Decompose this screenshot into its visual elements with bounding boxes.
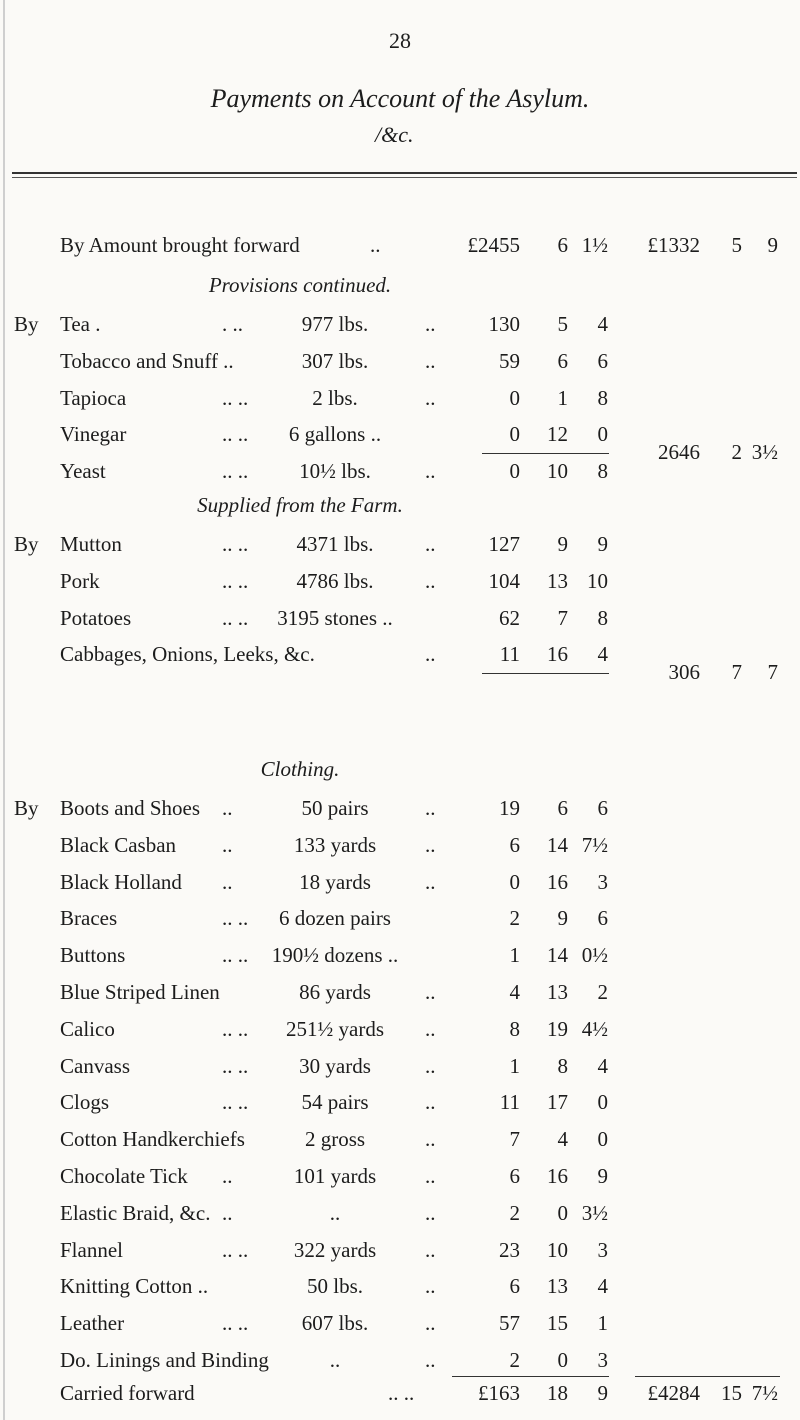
- row-leader-2: ..: [425, 349, 436, 373]
- row-pounds: 6: [509, 1274, 520, 1298]
- row-pence: 1: [597, 1311, 608, 1335]
- row-shillings: 15: [547, 1311, 568, 1335]
- row-shillings: 13: [547, 1274, 568, 1298]
- row-pounds: 104: [488, 569, 520, 593]
- row-leader-2: ..: [425, 386, 436, 410]
- row-quantity: 50 pairs: [301, 796, 369, 820]
- row-shillings: 9: [557, 906, 568, 930]
- row-pence: 3: [597, 1348, 608, 1372]
- row-leader: .. ..: [222, 386, 249, 410]
- row-quantity: 10½ lbs.: [299, 459, 371, 483]
- row-leader: .. ..: [222, 1017, 249, 1041]
- row-leader-2: ..: [425, 1201, 436, 1225]
- row-quantity: 50 lbs.: [306, 1274, 363, 1298]
- row-leader: . ..: [222, 312, 243, 336]
- running-total-shillings: 5: [731, 233, 742, 257]
- row-shillings: 0: [557, 1201, 568, 1225]
- row-leader: .. ..: [222, 606, 249, 630]
- row-pence: 2: [597, 980, 608, 1004]
- brought-forward-shillings: 6: [557, 233, 568, 257]
- row-shillings: 19: [547, 1017, 568, 1041]
- row-shillings: 10: [547, 1238, 568, 1262]
- carried-forward-label: Carried forward: [60, 1381, 195, 1405]
- row-leader-2: ..: [425, 1090, 436, 1114]
- row-item: Mutton: [60, 532, 122, 556]
- row-shillings: 0: [557, 1348, 568, 1372]
- row-quantity: 101 yards: [293, 1164, 377, 1188]
- row-pence: 4: [597, 1054, 608, 1078]
- row-shillings: 14: [547, 943, 568, 967]
- row-pence: 6: [597, 906, 608, 930]
- carried-forward-leader: .. ..: [388, 1381, 415, 1405]
- row-item: Do. Linings and Binding: [60, 1348, 269, 1372]
- row-pence: 4: [597, 1274, 608, 1298]
- row-leader-2: ..: [425, 1311, 436, 1335]
- row-pence: 0: [597, 1090, 608, 1114]
- row-leader-2: ..: [425, 642, 436, 666]
- subtotal-pounds: 2646: [658, 440, 700, 464]
- row-quantity: 307 lbs.: [301, 349, 369, 373]
- page-left-edge: [3, 0, 5, 1420]
- header-rule-thin: [12, 177, 797, 178]
- row-leader: .. ..: [222, 1090, 249, 1114]
- carried-forward-shillings: 18: [547, 1381, 568, 1405]
- row-pounds: 23: [499, 1238, 520, 1262]
- row-quantity: 86 yards: [299, 980, 371, 1004]
- row-leader-2: ..: [425, 1348, 436, 1372]
- row-pence: 0½: [581, 943, 608, 967]
- page-title: Payments on Account of the Asylum.: [210, 84, 590, 113]
- row-pence: 8: [597, 386, 608, 410]
- carried-running-pounds: £4284: [647, 1381, 700, 1405]
- row-quantity: 251½ yards: [286, 1017, 384, 1041]
- row-leader: .. ..: [222, 906, 249, 930]
- header-rule: [12, 172, 797, 174]
- row-prefix: By: [14, 796, 39, 820]
- row-item: Elastic Braid, &c.: [60, 1201, 211, 1225]
- running-total-pounds: £1332: [647, 233, 700, 257]
- row-pence: 3: [597, 1238, 608, 1262]
- row-item: Vinegar: [60, 422, 127, 446]
- carried-forward-pence: 9: [597, 1381, 608, 1405]
- subtotal-rule: [482, 453, 609, 454]
- row-shillings: 5: [557, 312, 568, 336]
- row-pounds: 0: [509, 422, 520, 446]
- row-quantity: 977 lbs.: [301, 312, 369, 336]
- row-leader: .. ..: [222, 459, 249, 483]
- brought-forward-pounds: £2455: [467, 233, 520, 257]
- row-item: Boots and Shoes: [60, 796, 201, 820]
- subtotal-shillings: 7: [731, 660, 742, 684]
- section-heading: Clothing.: [260, 757, 340, 781]
- row-pounds: 130: [488, 312, 520, 336]
- row-shillings: 6: [557, 349, 568, 373]
- row-pounds: 127: [488, 532, 520, 556]
- row-quantity: 6 gallons ..: [288, 422, 382, 446]
- row-pounds: 0: [509, 870, 520, 894]
- row-pence: 6: [597, 796, 608, 820]
- row-pounds: 6: [509, 1164, 520, 1188]
- row-leader: .. ..: [222, 569, 249, 593]
- row-shillings: 13: [547, 980, 568, 1004]
- row-leader-2: ..: [425, 796, 436, 820]
- subtotal-shillings: 2: [731, 440, 742, 464]
- row-leader-2: ..: [425, 1238, 436, 1262]
- row-leader: ..: [222, 1164, 233, 1188]
- row-leader-2: ..: [425, 1274, 436, 1298]
- row-shillings: 10: [547, 459, 568, 483]
- row-pounds: 19: [499, 796, 520, 820]
- carried-running-shillings: 15: [721, 1381, 742, 1405]
- row-shillings: 12: [547, 422, 568, 446]
- brought-forward-pence: 1½: [581, 233, 608, 257]
- row-leader: .. ..: [222, 1054, 249, 1078]
- row-quantity: 18 yards: [299, 870, 371, 894]
- row-pounds: 59: [499, 349, 520, 373]
- row-leader: ..: [222, 796, 233, 820]
- row-shillings: 17: [547, 1090, 568, 1114]
- row-shillings: 16: [547, 870, 568, 894]
- row-pence: 8: [597, 459, 608, 483]
- brought-forward-label: By Amount brought forward: [60, 233, 300, 257]
- row-quantity: ..: [329, 1201, 341, 1225]
- row-item: Flannel: [60, 1238, 123, 1262]
- row-pounds: 62: [499, 606, 520, 630]
- row-item: Buttons: [60, 943, 126, 967]
- row-item: Chocolate Tick: [60, 1164, 188, 1188]
- row-pounds: 0: [509, 386, 520, 410]
- row-quantity: 2 gross: [304, 1127, 366, 1151]
- row-pounds: 57: [499, 1311, 520, 1335]
- row-pence: 3: [597, 870, 608, 894]
- row-item: Blue Striped Linen: [60, 980, 220, 1004]
- row-item: Leather: [60, 1311, 125, 1335]
- row-quantity: 6 dozen pairs: [279, 906, 391, 930]
- row-item: Tobacco and Snuff ..: [60, 349, 234, 373]
- row-quantity: 4371 lbs.: [296, 532, 374, 556]
- row-shillings: 4: [557, 1127, 568, 1151]
- row-leader-2: ..: [425, 1164, 436, 1188]
- row-prefix: By: [14, 312, 39, 336]
- row-shillings: 6: [557, 796, 568, 820]
- row-shillings: 16: [547, 642, 568, 666]
- running-total-pence: 9: [767, 233, 778, 257]
- row-shillings: 14: [547, 833, 568, 857]
- row-pounds: 1: [509, 1054, 520, 1078]
- row-pence: 9: [597, 1164, 608, 1188]
- subtotal-pence: 3½: [751, 440, 778, 464]
- row-pence: 10: [587, 569, 608, 593]
- subtotal-pounds: 306: [668, 660, 700, 684]
- row-quantity: 3195 stones ..: [277, 606, 393, 630]
- row-leader: ..: [222, 1201, 233, 1225]
- row-pounds: 2: [509, 906, 520, 930]
- row-item: Yeast: [60, 459, 106, 483]
- row-quantity: 54 pairs: [301, 1090, 369, 1114]
- handwritten-mark: /&c.: [375, 122, 414, 147]
- row-pence: 0: [597, 1127, 608, 1151]
- row-item: Cabbages, Onions, Leeks, &c.: [60, 642, 315, 666]
- row-leader: .. ..: [222, 1238, 249, 1262]
- row-pounds: 0: [509, 459, 520, 483]
- row-leader: .. ..: [222, 532, 249, 556]
- row-item: Black Holland: [60, 870, 182, 894]
- row-pence: 3½: [581, 1201, 608, 1225]
- row-leader: .. ..: [222, 943, 249, 967]
- carried-running-pence: 7½: [751, 1381, 778, 1405]
- carried-rule-right: [635, 1376, 780, 1377]
- row-item: Clogs: [60, 1090, 110, 1114]
- row-shillings: 7: [557, 606, 568, 630]
- row-leader-2: ..: [425, 833, 436, 857]
- row-quantity: 133 yards: [293, 833, 377, 857]
- row-leader: ..: [222, 870, 233, 894]
- row-shillings: 8: [557, 1054, 568, 1078]
- row-item: Black Casban: [60, 833, 177, 857]
- row-item: Braces: [60, 906, 118, 930]
- row-pounds: 6: [509, 833, 520, 857]
- row-shillings: 16: [547, 1164, 568, 1188]
- row-item: Canvass: [60, 1054, 130, 1078]
- row-pence: 4½: [581, 1017, 608, 1041]
- row-leader-2: ..: [425, 312, 436, 336]
- section-heading: Supplied from the Farm.: [197, 493, 403, 517]
- carried-forward-pounds: £163: [478, 1381, 520, 1405]
- row-leader-2: ..: [425, 459, 436, 483]
- row-shillings: 13: [547, 569, 568, 593]
- row-quantity: ..: [329, 1348, 341, 1372]
- row-prefix: By: [14, 532, 39, 556]
- row-pounds: 2: [509, 1201, 520, 1225]
- subtotal-rule: [482, 673, 609, 674]
- row-pence: 7½: [581, 833, 608, 857]
- row-item: Cotton Handkerchiefs: [60, 1127, 245, 1151]
- row-item: Tea .: [60, 312, 101, 336]
- row-pounds: 11: [499, 1090, 520, 1114]
- row-item: Tapioca: [60, 386, 127, 410]
- row-pence: 4: [597, 642, 608, 666]
- row-pence: 8: [597, 606, 608, 630]
- row-quantity: 607 lbs.: [301, 1311, 369, 1335]
- carried-rule-left: [452, 1376, 609, 1377]
- row-pounds: 4: [509, 980, 520, 1004]
- row-leader-2: ..: [425, 569, 436, 593]
- row-pence: 4: [597, 312, 608, 336]
- row-leader: ..: [222, 833, 233, 857]
- row-item: Calico: [60, 1017, 115, 1041]
- row-shillings: 1: [557, 386, 568, 410]
- row-leader-2: ..: [425, 870, 436, 894]
- row-pounds: 8: [509, 1017, 520, 1041]
- row-pounds: 2: [509, 1348, 520, 1372]
- row-pence: 9: [597, 532, 608, 556]
- row-quantity: 2 lbs.: [312, 386, 358, 410]
- row-quantity: 30 yards: [299, 1054, 371, 1078]
- row-leader-2: ..: [425, 1054, 436, 1078]
- row-item: Potatoes: [60, 606, 132, 630]
- row-quantity: 190½ dozens ..: [271, 943, 399, 967]
- row-pounds: 11: [499, 642, 520, 666]
- row-item: Pork: [60, 569, 100, 593]
- brought-forward-leader: ..: [370, 233, 381, 257]
- row-quantity: 4786 lbs.: [296, 569, 374, 593]
- row-leader-2: ..: [425, 532, 436, 556]
- row-pounds: 7: [509, 1127, 520, 1151]
- row-leader-2: ..: [425, 1017, 436, 1041]
- row-leader: .. ..: [222, 1311, 249, 1335]
- row-quantity: 322 yards: [293, 1238, 377, 1262]
- subtotal-pence: 7: [767, 660, 778, 684]
- row-leader: .. ..: [222, 422, 249, 446]
- row-item: Knitting Cotton ..: [60, 1274, 209, 1298]
- row-leader-2: ..: [425, 1127, 436, 1151]
- page-number: 28: [389, 28, 411, 53]
- row-pounds: 1: [509, 943, 520, 967]
- section-heading: Provisions continued.: [208, 273, 392, 297]
- row-pence: 6: [597, 349, 608, 373]
- row-pence: 0: [597, 422, 608, 446]
- row-leader-2: ..: [425, 980, 436, 1004]
- row-shillings: 9: [557, 532, 568, 556]
